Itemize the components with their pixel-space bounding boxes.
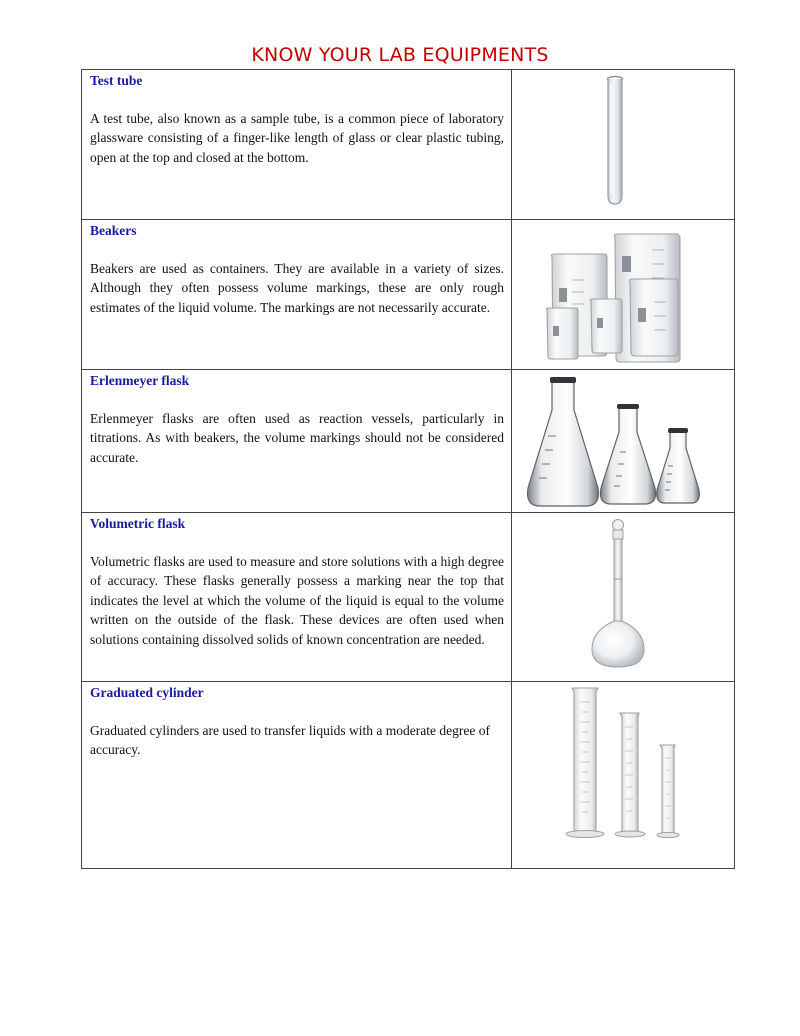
- equipment-text-cell: [82, 370, 512, 513]
- equipment-name: Erlenmeyer flask: [90, 373, 190, 388]
- equipment-description: Beakers are used as containers. They are available in a variety of sizes. Although they often possess volume markings, these are only rough estimates of the liquid volume. The markings are not necessarily accurate.: [90, 261, 504, 315]
- equipment-image-cell: [512, 70, 735, 220]
- table-row: [82, 220, 735, 370]
- equipment-table: [81, 69, 735, 869]
- equipment-name: Test tube: [90, 73, 143, 88]
- equipment-description: Graduated cylinders are used to transfer liquids with a moderate degree of accuracy.: [90, 723, 490, 758]
- beakers-icon: [512, 220, 734, 369]
- equipment-description: Volumetric flasks are used to measure and store solutions with a high degree of accuracy. These flasks generally possess a marking near the top that indicates the level at which the volume of the liquid is equal to the volume written on the outside of the flask. These devices are often used when solutions containing dissolved solids of known concentration are needed.: [90, 554, 504, 647]
- graduated-cylinders-icon: [512, 682, 734, 868]
- page-title: KNOW YOUR LAB EQUIPMENTS: [251, 44, 549, 66]
- equipment-image-cell: [512, 370, 735, 513]
- equipment-name: Graduated cylinder: [90, 685, 204, 700]
- equipment-text-cell: [82, 682, 512, 869]
- table-row: [82, 70, 735, 220]
- equipment-image-cell: [512, 682, 735, 869]
- table-row: [82, 682, 735, 869]
- test-tube-icon: [512, 70, 734, 219]
- equipment-name: Volumetric flask: [90, 516, 186, 531]
- equipment-text-cell: [82, 513, 512, 682]
- volumetric-flask-icon: [512, 513, 734, 681]
- equipment-description: Erlenmeyer flasks are often used as reaction vessels, particularly in titrations. As with beakers, the volume markings should not be considered accurate.: [90, 411, 504, 465]
- table-row: [82, 370, 735, 513]
- equipment-name: Beakers: [90, 223, 137, 238]
- equipment-image-cell: [512, 220, 735, 370]
- equipment-text-cell: [82, 220, 512, 370]
- equipment-text-cell: [82, 70, 512, 220]
- erlenmeyer-flasks-icon: [512, 370, 734, 512]
- equipment-image-cell: [512, 513, 735, 682]
- equipment-description: A test tube, also known as a sample tube, is a common piece of laboratory glassware consisting of a finger-like length of glass or clear plastic tubing, open at the top and closed at the bottom.: [90, 111, 504, 165]
- table-row: [82, 513, 735, 682]
